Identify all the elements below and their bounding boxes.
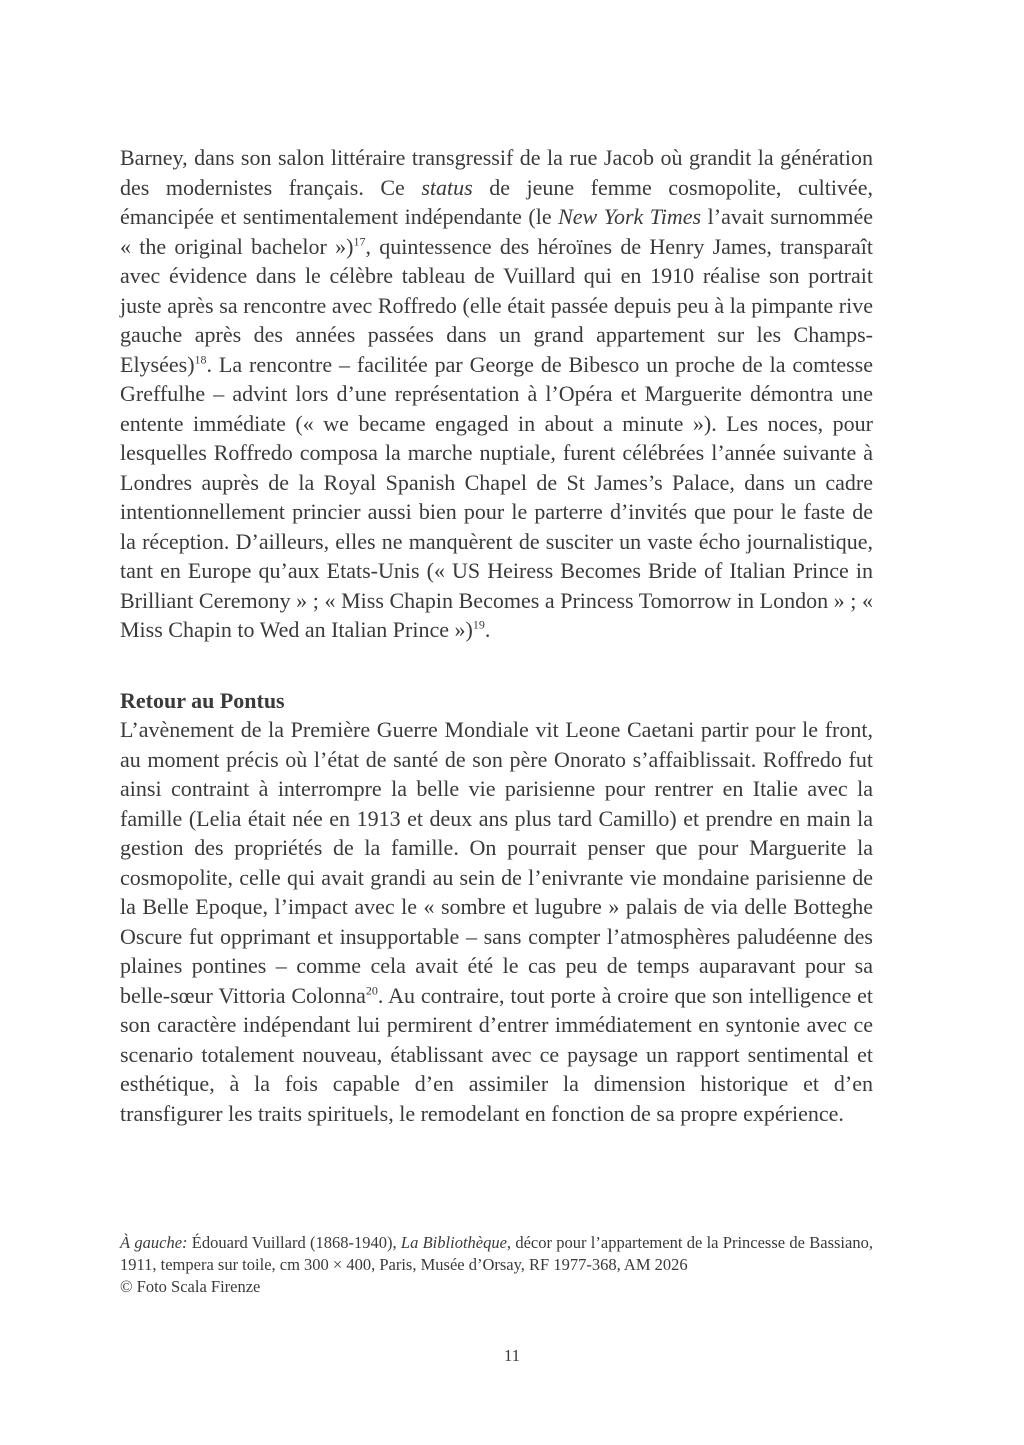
artwork-title: La Bibliothèque xyxy=(400,1233,507,1252)
section-heading: Retour au Pontus xyxy=(120,687,285,713)
paragraph-1 xyxy=(120,143,873,645)
text-run: l’avait surnommée « the original bachelor ») xyxy=(120,204,873,259)
photo-credit: © Foto Scala Firenze xyxy=(120,1277,261,1296)
italic-newspaper-title: New York Times xyxy=(558,204,702,229)
footnote-ref-19: 19 xyxy=(472,617,485,632)
text-run: , décor pour l’appartement de la Princesse de Bassiano, 1911, tempera sur toile, cm 300 × 400, Paris, Musée d’Orsay, RF 1977-368, AM 2026 xyxy=(120,1233,873,1274)
text-run: L’avènement de la Première Guerre Mondiale vit Leone Caetani partir pour le front, au moment précis où l’état de santé de son père Onorato s’affaiblissait. Roffredo fut ainsi contraint à interrompre la belle vie parisienne pour rentrer en Italie avec la famille (Lelia était née en 1913 et deux ans plus tard Camillo) et prendre en main la gestion des propriétés de la famille. On pourrait penser que pour Marguerite la cosmopolite, celle qui avait grandi au sein de l’enivrante vie mondaine parisienne de la Belle Epoque, l’impact avec le « sombre et lugubre » palais de via delle Botteghe Oscure fut opprimant et insupportable – sans compter l’atmosphères paludéenne des plaines pontines – comme cela avait été le cas peu de temps auparavant pour sa belle-sœur Vittoria Colonna xyxy=(120,717,873,1008)
image-caption xyxy=(120,1232,873,1298)
caption-prefix: À gauche: xyxy=(120,1233,188,1252)
text-run: de jeune femme cosmopolite, cultivée, émancipée et sentimentalement indépendante (le xyxy=(120,174,873,229)
footnote-ref-20: 20 xyxy=(365,983,378,998)
page-number: 11 xyxy=(503,1346,521,1365)
text-run: . La rencontre – facilitée par George de Bibesco un proche de la comtesse Greffulhe – advint lors d’une représentation à l’Opéra et Marguerite démontra une entente immédiate (« we became engaged in about a minute »). Les noces, pour lesquelles Roffredo composa la marche nuptiale, furent célébrées l’année suivante à Londres auprès de la Royal Spanish Chapel de St James’s Palace, dans un cadre intentionnellement princier aussi bien pour le parterre d’invités que pour le faste de la réception. D’ailleurs, elles ne manquèrent de susciter un vaste écho journalistique, tant en Europe qu’aux Etats-Unis (« US Heiress Becomes Bride of Italian Prince in Brilliant Ceremony » ; « Miss Chapin Becomes a Princess Tomorrow in London » ; « Miss Chapin to Wed an Italian Prince ») xyxy=(120,351,873,642)
text-run: . Au contraire, tout porte à croire que son intelligence et son caractère indépendant lui permirent d’entrer immédiatement en syntonie avec ce scenario totalement nouveau, établissant avec ce paysage un rapport sentimental et esthétique, à la fois capable d’en assimiler la dimension historique et d’en transfigurer les traits spirituels, le remodelant en fonction de sa propre expérience. xyxy=(120,982,873,1126)
italic-word-status: status xyxy=(421,174,473,200)
text-run: , quintessence des héroïnes de Henry James, transparaît avec évidence dans le célèbre tableau de Vuillard qui en 1910 réalise son portrait juste après sa rencontre avec Roffredo (elle était passée depuis peu à la pimpante rive gauche après des années passées dans un grand appartement sur les Champs-Elysées) xyxy=(120,233,873,377)
footnote-ref-18: 18 xyxy=(194,352,207,367)
footnote-ref-17: 17 xyxy=(353,234,366,249)
text-run: . xyxy=(484,617,491,642)
text-run: Édouard Vuillard (1868-1940), xyxy=(187,1233,401,1252)
paragraph-2 xyxy=(120,715,873,1128)
page-body xyxy=(120,143,873,1128)
text-run: Barney, dans son salon littéraire transgressif de la rue Jacob où grandit la génération des modernistes français. Ce xyxy=(120,145,873,200)
